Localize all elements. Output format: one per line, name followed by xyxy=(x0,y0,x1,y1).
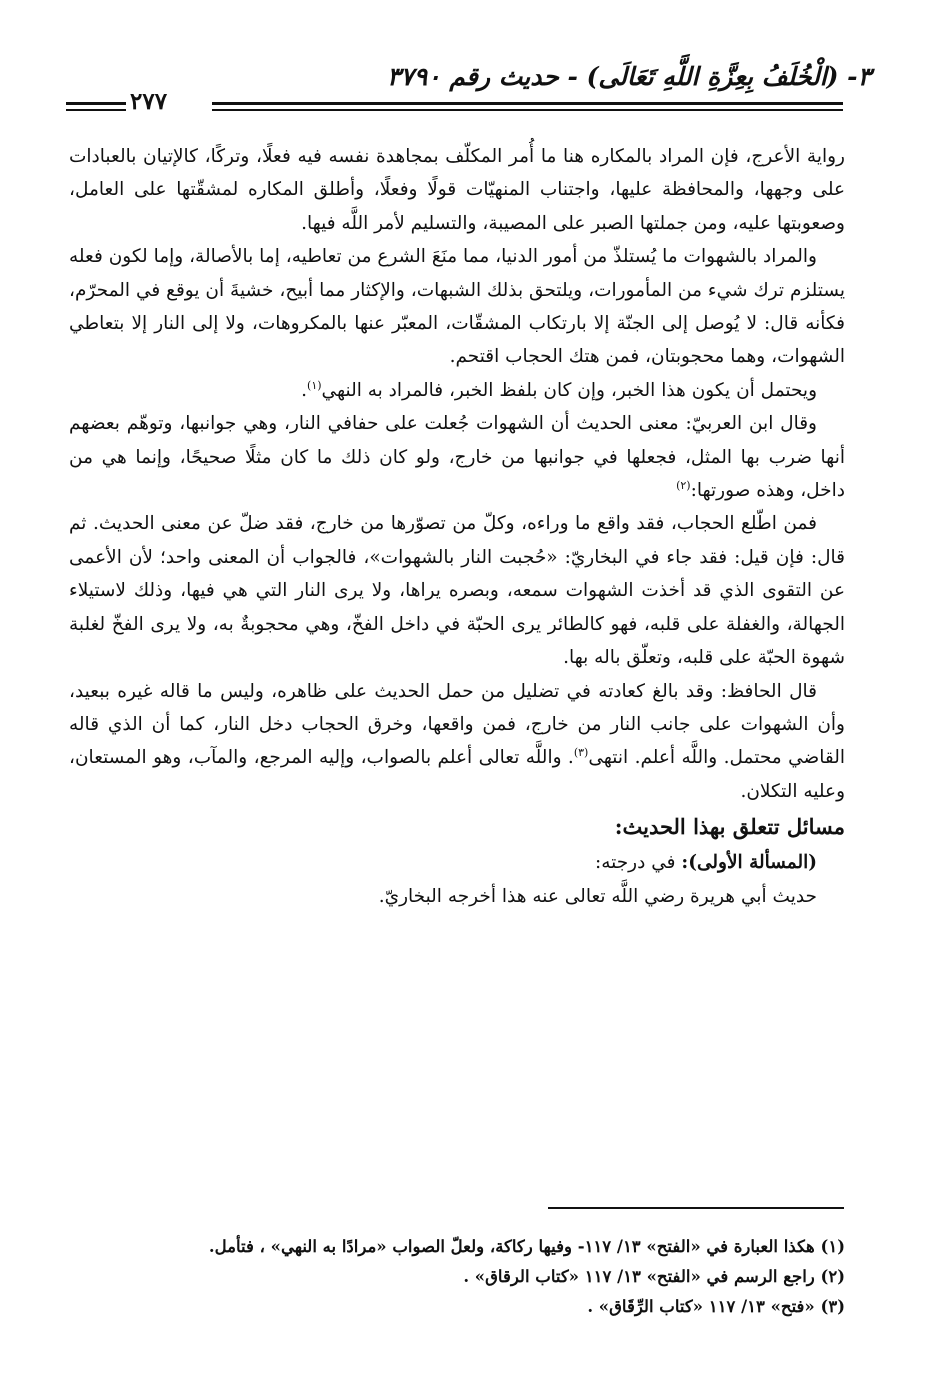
header-rule xyxy=(212,109,843,111)
running-header: ٣- (الْخُلَفُ بِعِزَّةِ اللَّهِ تَعَالَى) - حديث رقم ٣٧٩٠ xyxy=(386,62,871,91)
paragraph: والمراد بالشهوات ما يُستلذّ من أمور الدنيا، مما منَعَ الشرع من تعاطيه، إما بالأصالة، وإما لكون فعله يستلزم ترك شيء من المأمورات، ويلتحق بذلك الشبهات، والإكثار مما أبيح، خشيةَ أن يوقع في المحرّم، فكأنه قال: لا يُوصل إلى الجنّة إلا بارتكاب المشقّات، المعبّر عنها بالمكروهات، ولا إلى النار إلا بتعاطي الشهوات، وهما محجوبتان، فمن هتك الحجاب اقتحم. xyxy=(69,246,845,368)
paragraph-text: . واللَّه تعالى أعلم بالصواب، وإليه المرجع، والمآب، وهو المستعان، وعليه التكلان. xyxy=(69,747,845,802)
footnote-ref[interactable]: (٣) xyxy=(573,746,589,760)
footnote: (١) هكذا العبارة في «الفتح» ١٣/ ١١٧- وفيها ركاكة، ولعلّ الصواب «مرادًا به النهي» ، فتأمل. xyxy=(208,1237,845,1256)
footnote-ref[interactable]: (١) xyxy=(307,378,322,392)
page-number: ٢٧٧ xyxy=(130,88,168,115)
paragraph-text: قال الحافظ: وقد بالغ كعادته في تضليل من حمل الحديث على ظاهره، وليس ما قاله غيره ببعيد، وأن الشهوات على جانب النار من خارج، فمن واقعها، وخرق الحجاب دخل النار، كما أن الذي قاله القاضي محتمل. واللَّه أعلم. انتهى xyxy=(69,680,845,769)
paragraph: رواية الأعرج، فإن المراد بالمكاره هنا ما أُمر المكلّف بمجاهدة نفسه فيه فعلًا، وتركًا، كالإتيان بالعبادات على وجهها، والمحافظة عليها، واجتناب المنهيّات قولًا وفعلًا، وأطلق المكاره لمشقّتها على العامل، وصعوبتها عليه، ومن جملتها الصبر على المصيبة، والتسليم لأمر اللَّه فيها. xyxy=(69,146,845,234)
issue-title: (المسألة الأولى): xyxy=(681,852,817,874)
footnote-divider xyxy=(548,1207,844,1209)
footnote: (٣) «فتح» ١٣/ ١١٧ «كتاب الرِّقَاق» . xyxy=(587,1297,845,1316)
header-rule xyxy=(66,109,126,111)
issue-line xyxy=(69,846,845,879)
paragraph: ويحتمل أن يكون هذا الخبر، وإن كان بلفظ الخبر، فالمراد به النهي$^{(١)}$. xyxy=(301,378,817,401)
paragraph: حديث أبي هريرة رضي اللَّه تعالى عنه هذا أخرجه البخاريّ. xyxy=(378,885,817,907)
footnote: (٢) راجع الرسم في «الفتح» ١٣/ ١١٧ «كتاب الرقاق» . xyxy=(463,1267,845,1286)
paragraph: فمن اطّلع الحجاب، فقد واقع ما وراءه، وكلّ من تصوّرها من خارج، فقد ضلّ عن معنى الحديث. ثم قال: فإن قيل: فقد جاء في البخاريّ: «حُجبت النار بالشهوات»، فالجواب أن المعنى واحد؛ لأن الأعمى عن التقوى الذي قد أخذت الشهوات سمعه، وبصره يراها، ولا يرى النار التي هي فيها، وذلك لاستيلاء الجهالة، والغفلة على قلبه، فهو كالطائر يرى الحبّة في داخل الفخّ، وهي محجوبةٌ به، ولا يرى الفخّ لغلبة شهوة الحبّة على قلبه، وتعلّق باله بها. xyxy=(69,513,845,669)
issue-text: في درجته: xyxy=(594,852,676,874)
footnotes xyxy=(69,1232,845,1322)
paragraph-text: وقال ابن العربيّ: معنى الحديث أن الشهوات جُعلت على حفافي النار، وهي جوانبها، وتوهّم بعضهم أنها ضرب بها المثل، فجعلها في جوانبها من خارج، ولو كان ذلك ما كان مثلًا صحيحًا، وإنما هي من داخل، وهذه صورتها: xyxy=(69,413,845,502)
main-text xyxy=(69,140,845,913)
paragraph-text: ويحتمل أن يكون هذا الخبر، وإن كان بلفظ الخبر، فالمراد به النهي xyxy=(321,379,817,401)
paragraph xyxy=(69,407,845,507)
header-rule xyxy=(212,102,843,105)
footnote-ref[interactable]: (٢) xyxy=(676,478,691,492)
paragraph xyxy=(69,675,845,809)
section-heading: مسائل تتعلق بهذا الحديث: xyxy=(614,814,845,840)
header-rule xyxy=(66,102,126,105)
